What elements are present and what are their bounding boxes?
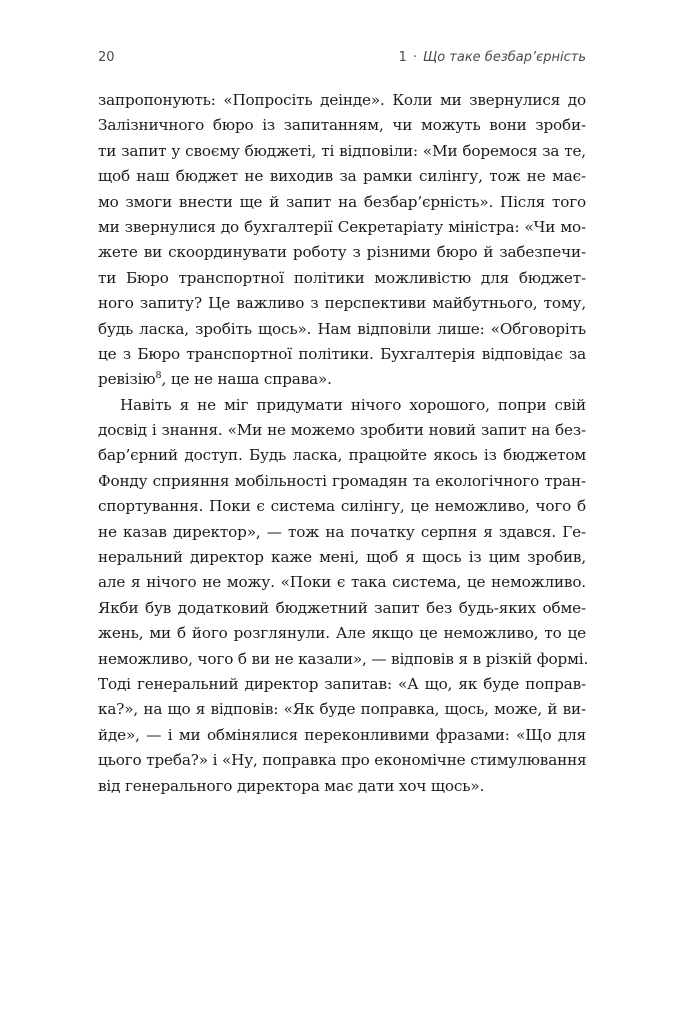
paragraph-2 [98, 393, 589, 799]
text-line: Залізничного бюро із запитанням, чи можуть вони зроби- [98, 116, 586, 135]
text-line: Тоді генеральний директор запитав: «А що, як буде поправ- [98, 674, 586, 693]
text-line: ми звернулися до бухгалтерії Секретаріату міністра: «Чи мо- [98, 217, 586, 236]
text-line: досвід і знання. «Ми не можемо зробити новий запит на без- [98, 421, 586, 440]
paragraph-1 [98, 88, 586, 393]
header-separator: · [412, 50, 417, 65]
text-line: ти запит у своєму бюджеті, ті відповіли: «Ми боремося за те, [98, 141, 586, 160]
footnote-reference[interactable]: 8 [155, 370, 162, 382]
chapter-number: 1 [398, 50, 407, 65]
text-line: щоб наш бюджет не виходив за рамки силінгу, тож не має- [98, 167, 586, 186]
text-line: ти Бюро транспортної політики можливістю для бюджет- [98, 268, 586, 287]
running-head [399, 50, 586, 65]
text-line: Якби був додатковий бюджетний запит без будь-яких обме- [98, 598, 586, 617]
text-line: бар’єрний доступ. Будь ласка, працюйте якось із бюджетом [98, 446, 586, 465]
text-line: мо змоги внести ще й запит на безбар’єрність». Після того [98, 192, 586, 211]
text-line: жете ви скоординувати роботу з різними бюро й забезпечи- [98, 243, 586, 262]
body-text [98, 88, 589, 799]
text-line: цього треба?» і «Ну, поправка про економічне стимулювання [98, 751, 587, 770]
text-line: неральний директор каже мені, щоб я щось із цим зробив, [98, 548, 586, 567]
text-line: неможливо, чого б ви не казали», — відповів я в різкій формі. [98, 649, 589, 668]
chapter-title: Що таке безбар’єрність [422, 50, 586, 65]
text-line-last: від генерального директора має дати хоч щось». [98, 776, 485, 795]
page-header [98, 50, 586, 72]
text-fragment: ревізію [98, 370, 156, 389]
text-line: це з Бюро транспортної політики. Бухгалтерія відповідає за [98, 344, 586, 363]
page-number: 20 [98, 50, 115, 65]
text-line: спортування. Поки є система силінгу, це неможливо, чого б [98, 497, 586, 516]
text-fragment: , це не наша справа». [161, 370, 332, 389]
text-line-last [98, 367, 586, 392]
text-line-first: Навіть я не міг придумати нічого хорошого, попри свій [120, 395, 586, 414]
text-line: запропонують: «Попросіть деінде». Коли ми звернулися до [98, 91, 586, 109]
text-line: Фонду сприяння мобільності громадян та екологічного тран- [98, 471, 586, 490]
text-line: ного запиту? Це важливо з перспективи майбутнього, тому, [98, 294, 586, 313]
text-line: ка?», на що я відповів: «Як буде поправка, щось, може, й ви- [98, 700, 586, 719]
text-line: але я нічого не можу. «Поки є така система, це неможливо. [98, 573, 586, 592]
text-line: не казав директор», — тож на початку серпня я здався. Ге- [98, 522, 586, 541]
text-line: жень, ми б його розглянули. Але якщо це неможливо, то це [98, 624, 586, 643]
text-line: будь ласка, зробіть щось». Нам відповіли лише: «Обговоріть [98, 319, 586, 338]
text-line: йде», — і ми обмінялися переконливими фразами: «Що для [98, 725, 586, 744]
